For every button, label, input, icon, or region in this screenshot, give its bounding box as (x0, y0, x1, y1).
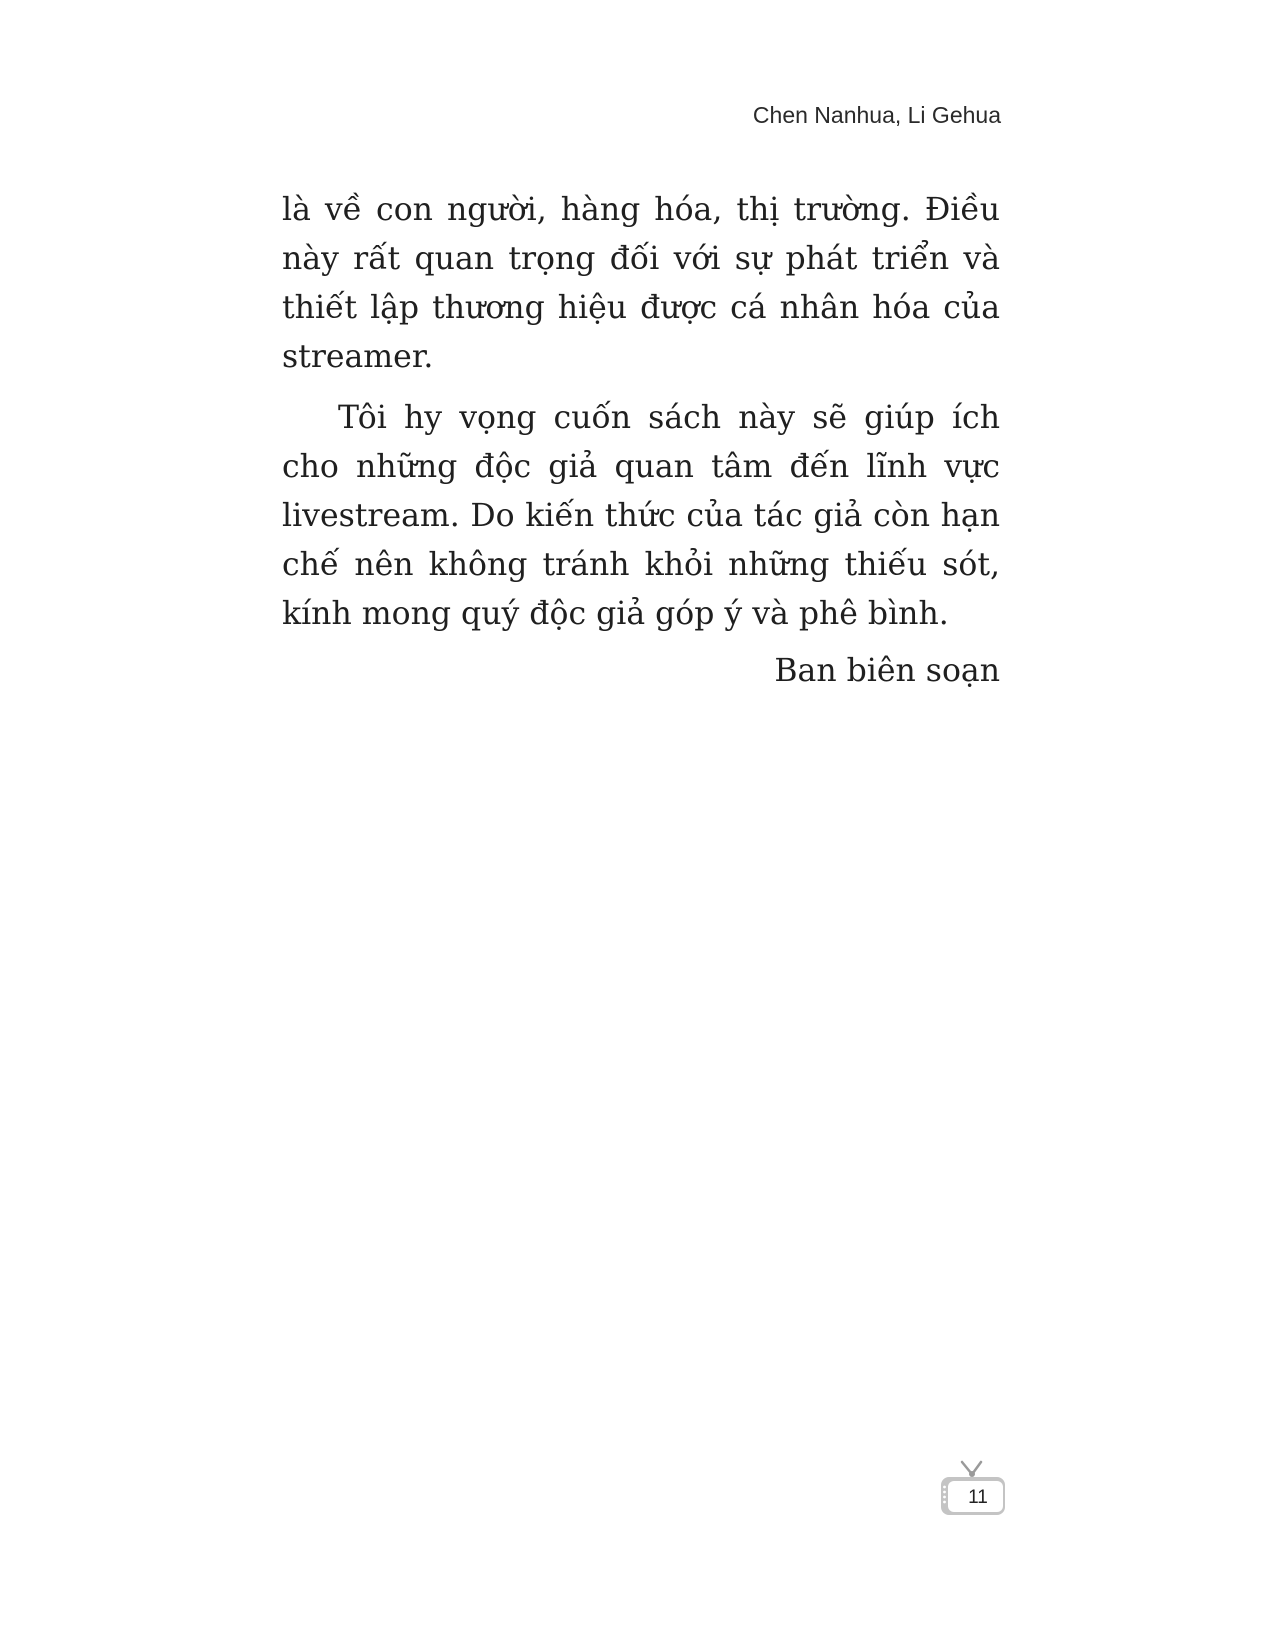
paragraph-closing: Tôi hy vọng cuốn sách này sẽ giúp ích cho những độc giả quan tâm đến lĩnh vực livestream. Do kiến thức của tác giả còn hạn chế nên không tránh khỏi những thiếu sót, kính mong quý độc giả góp ý và phê bình. (282, 400, 1000, 632)
body-text (282, 186, 1000, 696)
page-number: 11 (968, 1487, 988, 1508)
signature: Ban biên soạn (774, 653, 1000, 689)
page-number-badge (939, 1460, 1009, 1518)
paragraph-continued: là về con người, hàng hóa, thị trường. Điều này rất quan trọng đối với sự phát triển và thiết lập thương hiệu được cá nhân hóa của streamer. (282, 192, 1000, 375)
running-header-authors: Chen Nanhua, Li Gehua (752, 102, 1001, 128)
